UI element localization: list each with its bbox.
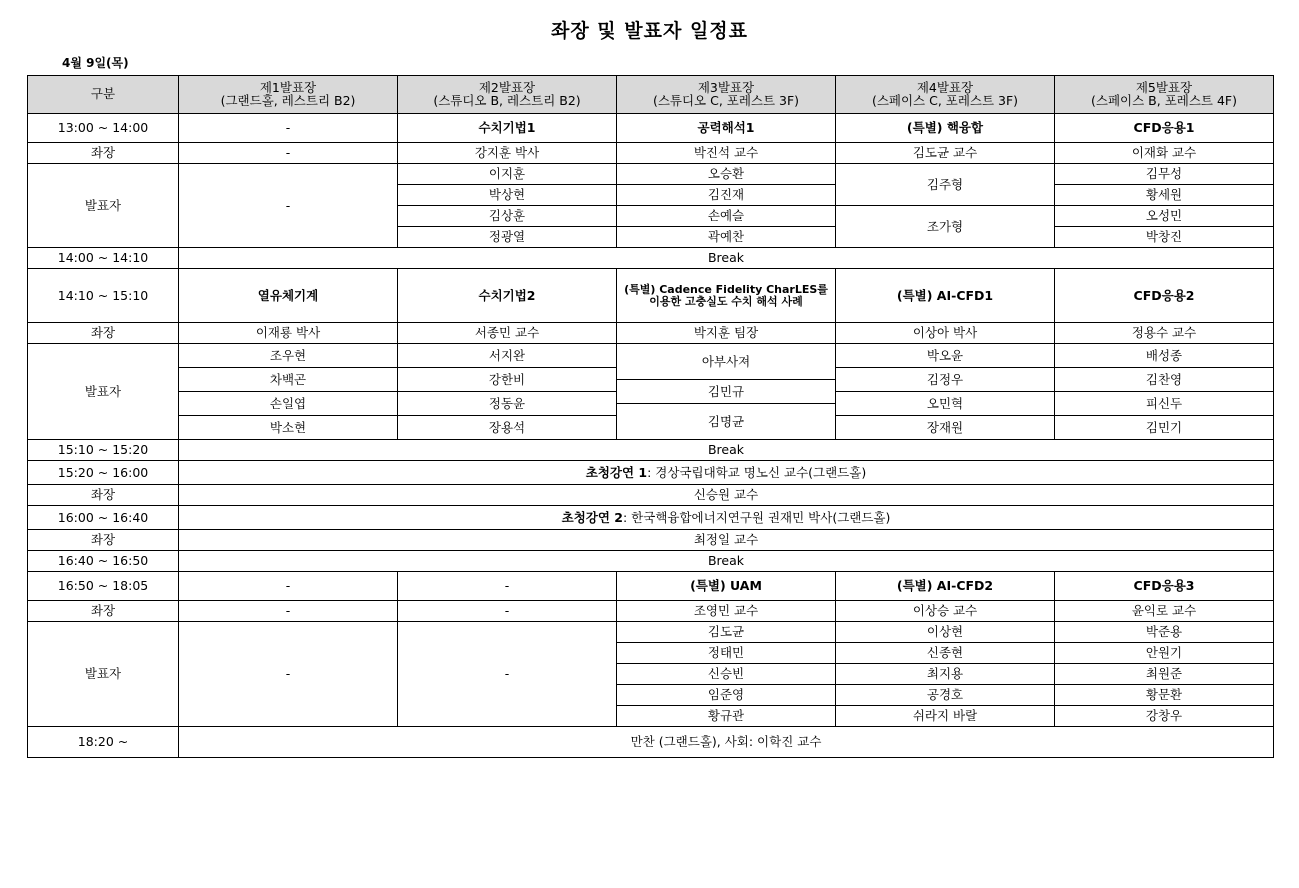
chair-label: 좌장 bbox=[28, 143, 179, 164]
presenter-row bbox=[28, 344, 1274, 356]
session-title: 열유체기계 bbox=[179, 269, 398, 323]
room-name: 제2발표장 bbox=[478, 80, 536, 95]
keynote-row bbox=[28, 461, 1274, 485]
chair-cell: 박진석 교수 bbox=[617, 143, 836, 164]
header-room-4 bbox=[836, 76, 1055, 114]
presenter-cell: 최지용 bbox=[836, 664, 1055, 685]
time-cell: 15:10 ~ 15:20 bbox=[28, 440, 179, 461]
room-place: (스튜디오 B, 레스트리 B2) bbox=[433, 92, 581, 108]
presenter-cell: 쉬라지 바랄 bbox=[836, 706, 1055, 727]
keynote-cell bbox=[179, 506, 1274, 530]
chair-cell: 최정일 교수 bbox=[179, 530, 1274, 551]
time-cell: 16:40 ~ 16:50 bbox=[28, 551, 179, 572]
presenter-label: 발표자 bbox=[28, 344, 179, 440]
room-place: (스튜디오 C, 포레스트 3F) bbox=[652, 92, 800, 108]
presenter-cell: 김정우 bbox=[836, 368, 1055, 392]
presenter-row bbox=[28, 622, 1274, 643]
presenter-cell: 오민혁 bbox=[836, 392, 1055, 416]
chair-row bbox=[28, 323, 1274, 344]
presenter-cell: 공경호 bbox=[836, 685, 1055, 706]
presenter-cell: 임준영 bbox=[617, 685, 836, 706]
chair-cell: 신승원 교수 bbox=[179, 485, 1274, 506]
presenter-cell: 박소현 bbox=[179, 416, 398, 440]
session-row bbox=[28, 114, 1274, 143]
room-name: 제3발표장 bbox=[697, 80, 755, 95]
header-room-3 bbox=[617, 76, 836, 114]
header-room-2 bbox=[398, 76, 617, 114]
presenter-cell: 김주형 bbox=[836, 164, 1055, 206]
presenter-cell: 김민기 bbox=[1055, 416, 1274, 440]
break-cell: Break bbox=[179, 440, 1274, 461]
time-cell: 14:00 ~ 14:10 bbox=[28, 248, 179, 269]
keynote-label: 초청강연 1 bbox=[585, 464, 648, 480]
session-title: - bbox=[179, 572, 398, 601]
session-title: (특별) 핵융합 bbox=[836, 114, 1055, 143]
presenter-label: 발표자 bbox=[28, 164, 179, 248]
chair-cell: - bbox=[179, 143, 398, 164]
date-label: 4월 9일(목) bbox=[62, 56, 129, 70]
presenter-cell: 아부사져 bbox=[617, 344, 836, 380]
presenter-cell: 안원기 bbox=[1055, 643, 1274, 664]
chair-cell: 김도균 교수 bbox=[836, 143, 1055, 164]
presenter-cell: 조우현 bbox=[179, 344, 398, 368]
chair-label: 좌장 bbox=[28, 323, 179, 344]
chair-cell: 윤익로 교수 bbox=[1055, 601, 1274, 622]
presenter-cell: 박창진 bbox=[1055, 227, 1274, 248]
presenter-cell: 김명균 bbox=[617, 404, 836, 440]
presenter-cell: 정태민 bbox=[617, 643, 836, 664]
chair-label: 좌장 bbox=[28, 601, 179, 622]
chair-cell: 이상아 박사 bbox=[836, 323, 1055, 344]
presenter-cell: 장재원 bbox=[836, 416, 1055, 440]
time-cell: 13:00 ~ 14:00 bbox=[28, 114, 179, 143]
session-row bbox=[28, 269, 1274, 323]
presenter-cell: 배성종 bbox=[1055, 344, 1274, 368]
presenter-cell: 조가형 bbox=[836, 206, 1055, 248]
break-cell: Break bbox=[179, 248, 1274, 269]
schedule-table bbox=[27, 75, 1274, 758]
presenter-cell: 황규관 bbox=[617, 706, 836, 727]
time-cell: 18:20 ~ bbox=[28, 727, 179, 758]
chair-row bbox=[28, 530, 1274, 551]
banquet-cell: 만찬 (그랜드홀), 사회: 이학진 교수 bbox=[179, 727, 1274, 758]
chair-row bbox=[28, 601, 1274, 622]
keynote-label: 초청강연 2 bbox=[561, 509, 623, 525]
session-title: (특별) UAM bbox=[617, 572, 836, 601]
chair-row bbox=[28, 143, 1274, 164]
room-name: 제5발표장 bbox=[1135, 80, 1193, 95]
session-title: (특별) AI-CFD1 bbox=[836, 269, 1055, 323]
presenter-cell: 박준용 bbox=[1055, 622, 1274, 643]
presenter-cell: 이지훈 bbox=[398, 164, 617, 185]
presenter-cell: 김도균 bbox=[617, 622, 836, 643]
header-room-5 bbox=[1055, 76, 1274, 114]
room-name: 제4발표장 bbox=[916, 80, 974, 95]
session-title: - bbox=[179, 114, 398, 143]
banquet-row bbox=[28, 727, 1274, 758]
presenter-cell: 서지완 bbox=[398, 344, 617, 368]
page-title: 좌장 및 발표자 일정표 bbox=[550, 20, 749, 42]
header-row bbox=[28, 76, 1274, 114]
time-cell: 15:20 ~ 16:00 bbox=[28, 461, 179, 485]
presenter-cell: - bbox=[179, 164, 398, 248]
presenter-cell: 김상훈 bbox=[398, 206, 617, 227]
time-cell: 16:50 ~ 18:05 bbox=[28, 572, 179, 601]
session-title: CFD응용2 bbox=[1055, 269, 1274, 323]
presenter-cell: 차백곤 bbox=[179, 368, 398, 392]
presenter-cell: 손일엽 bbox=[179, 392, 398, 416]
chair-cell: 강지훈 박사 bbox=[398, 143, 617, 164]
presenter-cell: 김진재 bbox=[617, 185, 836, 206]
chair-cell: 정용수 교수 bbox=[1055, 323, 1274, 344]
session-title: (특별) Cadence Fidelity CharLES를 이용한 고충실도 수치 해석 사례 bbox=[617, 269, 836, 323]
session-title: 공력해석1 bbox=[617, 114, 836, 143]
presenter-cell: 황세원 bbox=[1055, 185, 1274, 206]
presenter-cell: - bbox=[398, 622, 617, 727]
presenter-cell: 강한비 bbox=[398, 368, 617, 392]
session-title: - bbox=[398, 572, 617, 601]
chair-cell: 서종민 교수 bbox=[398, 323, 617, 344]
header-room-1 bbox=[179, 76, 398, 114]
time-cell: 14:10 ~ 15:10 bbox=[28, 269, 179, 323]
presenter-cell: 황문환 bbox=[1055, 685, 1274, 706]
chair-cell: - bbox=[179, 601, 398, 622]
presenter-cell: 김찬영 bbox=[1055, 368, 1274, 392]
keynote-row bbox=[28, 506, 1274, 530]
break-cell: Break bbox=[179, 551, 1274, 572]
presenter-cell: 김무성 bbox=[1055, 164, 1274, 185]
session-title: (특별) AI-CFD2 bbox=[836, 572, 1055, 601]
chair-cell: - bbox=[398, 601, 617, 622]
room-place: (스페이스 C, 포레스트 3F) bbox=[871, 92, 1019, 108]
session-title: 수치기법1 bbox=[398, 114, 617, 143]
presenter-cell: 오성민 bbox=[1055, 206, 1274, 227]
presenter-cell: 피신두 bbox=[1055, 392, 1274, 416]
keynote-cell bbox=[179, 461, 1274, 485]
presenter-cell: 이상현 bbox=[836, 622, 1055, 643]
session-title: CFD응용1 bbox=[1055, 114, 1274, 143]
chair-label: 좌장 bbox=[28, 530, 179, 551]
chair-cell: 이재룡 박사 bbox=[179, 323, 398, 344]
time-cell: 16:00 ~ 16:40 bbox=[28, 506, 179, 530]
break-row bbox=[28, 440, 1274, 461]
header-category: 구분 bbox=[28, 76, 179, 114]
presenter-cell: 신종현 bbox=[836, 643, 1055, 664]
keynote-text: : 경상국립대학교 명노신 교수(그랜드홀) bbox=[647, 464, 867, 480]
chair-cell: 조영민 교수 bbox=[617, 601, 836, 622]
presenter-cell: 곽예찬 bbox=[617, 227, 836, 248]
presenter-cell: 손예슬 bbox=[617, 206, 836, 227]
room-name: 제1발표장 bbox=[259, 80, 317, 95]
chair-cell: 이상승 교수 bbox=[836, 601, 1055, 622]
chair-cell: 박지훈 팀장 bbox=[617, 323, 836, 344]
room-place: (그랜드홀, 레스트리 B2) bbox=[220, 92, 356, 108]
presenter-cell: 오승환 bbox=[617, 164, 836, 185]
chair-label: 좌장 bbox=[28, 485, 179, 506]
presenter-cell: 정광열 bbox=[398, 227, 617, 248]
session-row bbox=[28, 572, 1274, 601]
session-title: CFD응용3 bbox=[1055, 572, 1274, 601]
presenter-cell: 박상현 bbox=[398, 185, 617, 206]
room-place: (스페이스 B, 포레스트 4F) bbox=[1091, 92, 1237, 108]
presenter-cell: 최원준 bbox=[1055, 664, 1274, 685]
presenter-cell: 정동윤 bbox=[398, 392, 617, 416]
presenter-label: 발표자 bbox=[28, 622, 179, 727]
presenter-cell: 신승빈 bbox=[617, 664, 836, 685]
presenter-cell: 장용석 bbox=[398, 416, 617, 440]
presenter-cell: - bbox=[179, 622, 398, 727]
chair-row bbox=[28, 485, 1274, 506]
presenter-cell: 강창우 bbox=[1055, 706, 1274, 727]
keynote-text: : 한국핵융합에너지연구원 권재민 박사(그랜드홀) bbox=[622, 509, 891, 525]
session-title: 수치기법2 bbox=[398, 269, 617, 323]
break-row bbox=[28, 551, 1274, 572]
presenter-cell: 김민규 bbox=[617, 380, 836, 404]
chair-cell: 이재화 교수 bbox=[1055, 143, 1274, 164]
break-row bbox=[28, 248, 1274, 269]
presenter-row bbox=[28, 164, 1274, 185]
presenter-cell: 박오윤 bbox=[836, 344, 1055, 368]
